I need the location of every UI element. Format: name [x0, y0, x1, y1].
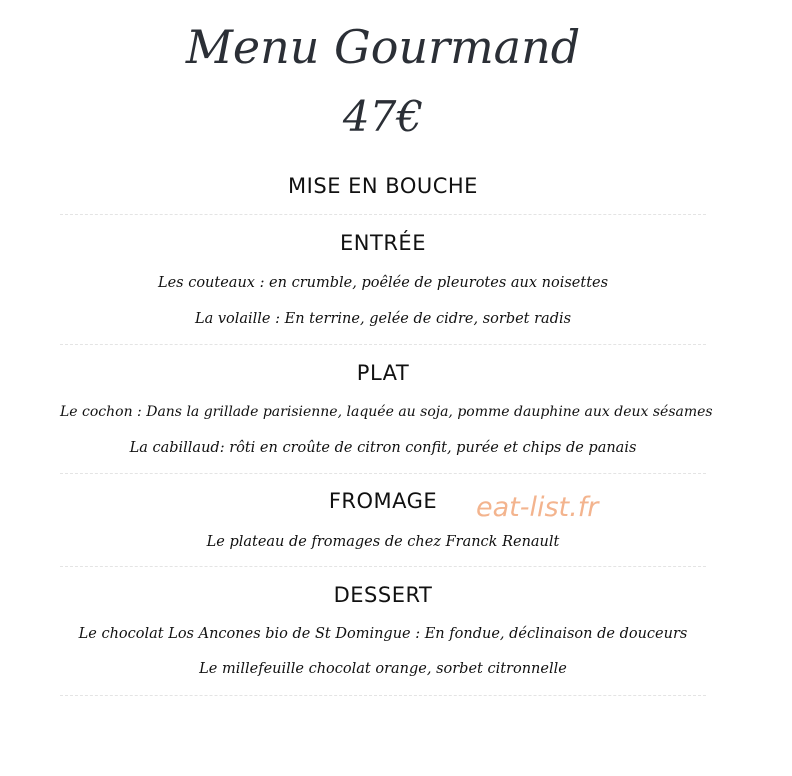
section-plat	[60, 363, 706, 384]
section-heading: FROMAGE	[328, 489, 438, 513]
section-divider	[60, 473, 706, 474]
menu-item: La cabillaud: rôti en croûte de citron confit, purée et chips de panais	[129, 440, 637, 456]
menu-item: Le plateau de fromages de chez Franck Renault	[206, 534, 560, 550]
menu-item: Le cochon : Dans la grillade parisienne, laquée au soja, pomme dauphine aux deux sésames	[60, 404, 713, 420]
section-divider	[60, 566, 706, 567]
section-divider	[60, 695, 706, 696]
menu-item: Le chocolat Los Ancones bio de St Domingue : En fondue, déclinaison de douceurs	[78, 626, 688, 642]
section-heading: ENTRÉE	[340, 231, 426, 255]
menu-title: Menu Gourmand	[185, 20, 581, 74]
section-heading: MISE EN BOUCHE	[288, 174, 478, 198]
section-fromage	[60, 491, 706, 512]
menu-item: Les couteaux : en crumble, poêlée de pleurotes aux noisettes	[157, 275, 609, 291]
section-divider	[60, 344, 706, 345]
section-divider	[60, 214, 706, 215]
section-entree	[60, 233, 706, 254]
menu-item: La volaille : En terrine, gelée de cidre, sorbet radis	[194, 311, 572, 327]
section-mise-en-bouche	[60, 176, 706, 197]
section-dessert	[60, 585, 706, 606]
section-heading: PLAT	[356, 361, 410, 385]
watermark: eat-list.fr	[476, 492, 599, 523]
section-heading: DESSERT	[333, 583, 433, 607]
menu-price: 47€	[342, 92, 424, 141]
menu-item: Le millefeuille chocolat orange, sorbet citronnelle	[199, 661, 567, 677]
